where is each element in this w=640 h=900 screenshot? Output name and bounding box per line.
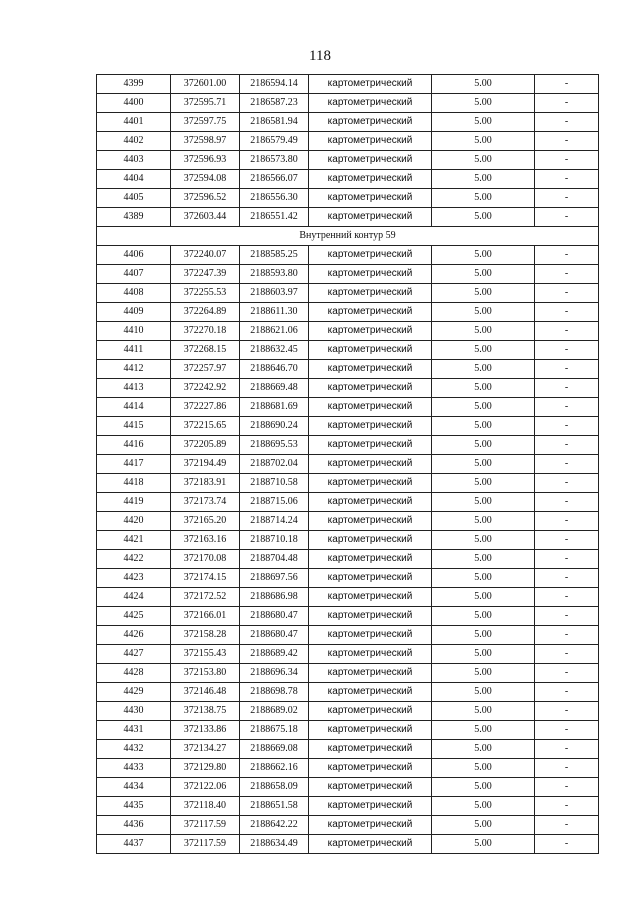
- x-coordinate-cell: 372596.52: [171, 189, 240, 208]
- x-coordinate-cell: 372165.20: [171, 512, 240, 531]
- page-number: 118: [309, 48, 331, 64]
- point-number-cell: 4407: [97, 265, 171, 284]
- point-number-cell: 4430: [97, 702, 171, 721]
- accuracy-cell: 5.00: [432, 246, 535, 265]
- method-cell: картометрический: [309, 398, 432, 417]
- point-number-cell: 4400: [97, 94, 171, 113]
- y-coordinate-cell: 2188689.02: [240, 702, 309, 721]
- note-cell: -: [535, 626, 599, 645]
- accuracy-cell: 5.00: [432, 588, 535, 607]
- accuracy-cell: 5.00: [432, 664, 535, 683]
- method-cell: картометрический: [309, 94, 432, 113]
- accuracy-cell: 5.00: [432, 550, 535, 569]
- note-cell: -: [535, 151, 599, 170]
- method-cell: картометрический: [309, 607, 432, 626]
- accuracy-cell: 5.00: [432, 341, 535, 360]
- method-cell: картометрический: [309, 113, 432, 132]
- note-cell: -: [535, 322, 599, 341]
- y-coordinate-cell: 2188710.58: [240, 474, 309, 493]
- x-coordinate-cell: 372122.06: [171, 778, 240, 797]
- x-coordinate-cell: 372133.86: [171, 721, 240, 740]
- note-cell: -: [535, 113, 599, 132]
- x-coordinate-cell: 372129.80: [171, 759, 240, 778]
- table-row: [97, 113, 599, 132]
- accuracy-cell: 5.00: [432, 132, 535, 151]
- note-cell: -: [535, 189, 599, 208]
- note-cell: -: [535, 664, 599, 683]
- point-number-cell: 4427: [97, 645, 171, 664]
- x-coordinate-cell: 372174.15: [171, 569, 240, 588]
- point-number-cell: 4431: [97, 721, 171, 740]
- note-cell: -: [535, 721, 599, 740]
- table-row: [97, 645, 599, 664]
- table-row: [97, 512, 599, 531]
- point-number-cell: 4424: [97, 588, 171, 607]
- table-row: [97, 474, 599, 493]
- x-coordinate-cell: 372194.49: [171, 455, 240, 474]
- accuracy-cell: 5.00: [432, 284, 535, 303]
- accuracy-cell: 5.00: [432, 816, 535, 835]
- point-number-cell: 4417: [97, 455, 171, 474]
- point-number-cell: 4420: [97, 512, 171, 531]
- accuracy-cell: 5.00: [432, 835, 535, 854]
- note-cell: -: [535, 759, 599, 778]
- x-coordinate-cell: 372170.08: [171, 550, 240, 569]
- x-coordinate-cell: 372134.27: [171, 740, 240, 759]
- point-number-cell: 4425: [97, 607, 171, 626]
- y-coordinate-cell: 2188662.16: [240, 759, 309, 778]
- method-cell: картометрический: [309, 170, 432, 189]
- y-coordinate-cell: 2188702.04: [240, 455, 309, 474]
- table-row: [97, 835, 599, 854]
- table-row: [97, 417, 599, 436]
- accuracy-cell: 5.00: [432, 759, 535, 778]
- table-row: [97, 170, 599, 189]
- point-number-cell: 4418: [97, 474, 171, 493]
- accuracy-cell: 5.00: [432, 189, 535, 208]
- point-number-cell: 4415: [97, 417, 171, 436]
- table-row: [97, 360, 599, 379]
- point-number-cell: 4434: [97, 778, 171, 797]
- method-cell: картометрический: [309, 531, 432, 550]
- y-coordinate-cell: 2188689.42: [240, 645, 309, 664]
- table-row: [97, 94, 599, 113]
- y-coordinate-cell: 2188690.24: [240, 417, 309, 436]
- x-coordinate-cell: 372247.39: [171, 265, 240, 284]
- x-coordinate-cell: 372215.65: [171, 417, 240, 436]
- y-coordinate-cell: 2188686.98: [240, 588, 309, 607]
- table-row: [97, 626, 599, 645]
- y-coordinate-cell: 2188681.69: [240, 398, 309, 417]
- y-coordinate-cell: 2188634.49: [240, 835, 309, 854]
- y-coordinate-cell: 2186566.07: [240, 170, 309, 189]
- accuracy-cell: 5.00: [432, 531, 535, 550]
- method-cell: картометрический: [309, 436, 432, 455]
- table-row: [97, 341, 599, 360]
- y-coordinate-cell: 2188669.48: [240, 379, 309, 398]
- method-cell: картометрический: [309, 132, 432, 151]
- table-row: [97, 151, 599, 170]
- accuracy-cell: 5.00: [432, 645, 535, 664]
- method-cell: картометрический: [309, 664, 432, 683]
- x-coordinate-cell: 372270.18: [171, 322, 240, 341]
- note-cell: -: [535, 265, 599, 284]
- method-cell: картометрический: [309, 645, 432, 664]
- point-number-cell: 4433: [97, 759, 171, 778]
- method-cell: картометрический: [309, 816, 432, 835]
- note-cell: -: [535, 816, 599, 835]
- point-number-cell: 4436: [97, 816, 171, 835]
- x-coordinate-cell: 372268.15: [171, 341, 240, 360]
- x-coordinate-cell: 372153.80: [171, 664, 240, 683]
- note-cell: -: [535, 341, 599, 360]
- point-number-cell: 4429: [97, 683, 171, 702]
- method-cell: картометрический: [309, 474, 432, 493]
- y-coordinate-cell: 2188642.22: [240, 816, 309, 835]
- note-cell: -: [535, 569, 599, 588]
- method-cell: картометрический: [309, 797, 432, 816]
- table-row: [97, 702, 599, 721]
- table-row: [97, 189, 599, 208]
- y-coordinate-cell: 2186556.30: [240, 189, 309, 208]
- table-row: [97, 569, 599, 588]
- accuracy-cell: 5.00: [432, 778, 535, 797]
- point-number-cell: 4402: [97, 132, 171, 151]
- x-coordinate-cell: 372227.86: [171, 398, 240, 417]
- y-coordinate-cell: 2188675.18: [240, 721, 309, 740]
- point-number-cell: 4408: [97, 284, 171, 303]
- y-coordinate-cell: 2188680.47: [240, 626, 309, 645]
- x-coordinate-cell: 372138.75: [171, 702, 240, 721]
- note-cell: -: [535, 417, 599, 436]
- accuracy-cell: 5.00: [432, 607, 535, 626]
- y-coordinate-cell: 2186551.42: [240, 208, 309, 227]
- table-row: [97, 265, 599, 284]
- note-cell: -: [535, 246, 599, 265]
- y-coordinate-cell: 2188715.06: [240, 493, 309, 512]
- point-number-cell: 4399: [97, 75, 171, 94]
- accuracy-cell: 5.00: [432, 455, 535, 474]
- accuracy-cell: 5.00: [432, 94, 535, 113]
- x-coordinate-cell: 372172.52: [171, 588, 240, 607]
- method-cell: картометрический: [309, 626, 432, 645]
- x-coordinate-cell: 372595.71: [171, 94, 240, 113]
- x-coordinate-cell: 372594.08: [171, 170, 240, 189]
- method-cell: картометрический: [309, 512, 432, 531]
- note-cell: -: [535, 702, 599, 721]
- x-coordinate-cell: 372173.74: [171, 493, 240, 512]
- table-row: [97, 322, 599, 341]
- note-cell: -: [535, 512, 599, 531]
- method-cell: картометрический: [309, 151, 432, 170]
- method-cell: картометрический: [309, 588, 432, 607]
- method-cell: картометрический: [309, 683, 432, 702]
- x-coordinate-cell: 372163.16: [171, 531, 240, 550]
- point-number-cell: 4412: [97, 360, 171, 379]
- note-cell: -: [535, 170, 599, 189]
- point-number-cell: 4426: [97, 626, 171, 645]
- method-cell: картометрический: [309, 284, 432, 303]
- note-cell: -: [535, 835, 599, 854]
- method-cell: картометрический: [309, 455, 432, 474]
- method-cell: картометрический: [309, 75, 432, 94]
- y-coordinate-cell: 2188658.09: [240, 778, 309, 797]
- table-row: [97, 75, 599, 94]
- table-row: [97, 664, 599, 683]
- table-row: [97, 816, 599, 835]
- accuracy-cell: 5.00: [432, 512, 535, 531]
- method-cell: картометрический: [309, 208, 432, 227]
- table-row: [97, 797, 599, 816]
- note-cell: -: [535, 607, 599, 626]
- point-number-cell: 4406: [97, 246, 171, 265]
- point-number-cell: 4435: [97, 797, 171, 816]
- table-row: [97, 531, 599, 550]
- table-row: [97, 398, 599, 417]
- x-coordinate-cell: 372264.89: [171, 303, 240, 322]
- x-coordinate-cell: 372183.91: [171, 474, 240, 493]
- point-number-cell: 4404: [97, 170, 171, 189]
- point-number-cell: 4419: [97, 493, 171, 512]
- point-number-cell: 4413: [97, 379, 171, 398]
- x-coordinate-cell: 372598.97: [171, 132, 240, 151]
- method-cell: картометрический: [309, 417, 432, 436]
- table-row: [97, 588, 599, 607]
- point-number-cell: 4423: [97, 569, 171, 588]
- accuracy-cell: 5.00: [432, 569, 535, 588]
- y-coordinate-cell: 2188710.18: [240, 531, 309, 550]
- table-row: [97, 436, 599, 455]
- method-cell: картометрический: [309, 493, 432, 512]
- accuracy-cell: 5.00: [432, 626, 535, 645]
- method-cell: картометрический: [309, 379, 432, 398]
- accuracy-cell: 5.00: [432, 683, 535, 702]
- x-coordinate-cell: 372117.59: [171, 816, 240, 835]
- accuracy-cell: 5.00: [432, 379, 535, 398]
- method-cell: картометрический: [309, 341, 432, 360]
- x-coordinate-cell: 372118.40: [171, 797, 240, 816]
- accuracy-cell: 5.00: [432, 417, 535, 436]
- y-coordinate-cell: 2188697.56: [240, 569, 309, 588]
- y-coordinate-cell: 2186594.14: [240, 75, 309, 94]
- note-cell: -: [535, 778, 599, 797]
- method-cell: картометрический: [309, 569, 432, 588]
- point-number-cell: 4422: [97, 550, 171, 569]
- accuracy-cell: 5.00: [432, 360, 535, 379]
- table-row: [97, 132, 599, 151]
- point-number-cell: 4432: [97, 740, 171, 759]
- method-cell: картометрический: [309, 322, 432, 341]
- y-coordinate-cell: 2188611.30: [240, 303, 309, 322]
- x-coordinate-cell: 372146.48: [171, 683, 240, 702]
- point-number-cell: 4414: [97, 398, 171, 417]
- table-row: [97, 284, 599, 303]
- note-cell: -: [535, 531, 599, 550]
- table-row: [97, 455, 599, 474]
- y-coordinate-cell: 2188585.25: [240, 246, 309, 265]
- method-cell: картометрический: [309, 303, 432, 322]
- x-coordinate-cell: 372155.43: [171, 645, 240, 664]
- y-coordinate-cell: 2188603.97: [240, 284, 309, 303]
- note-cell: -: [535, 550, 599, 569]
- table-row: [97, 683, 599, 702]
- note-cell: -: [535, 588, 599, 607]
- x-coordinate-cell: 372603.44: [171, 208, 240, 227]
- accuracy-cell: 5.00: [432, 398, 535, 417]
- point-number-cell: 4409: [97, 303, 171, 322]
- method-cell: картометрический: [309, 702, 432, 721]
- accuracy-cell: 5.00: [432, 740, 535, 759]
- accuracy-cell: 5.00: [432, 151, 535, 170]
- note-cell: -: [535, 132, 599, 151]
- method-cell: картометрический: [309, 740, 432, 759]
- table-row: [97, 550, 599, 569]
- accuracy-cell: 5.00: [432, 113, 535, 132]
- accuracy-cell: 5.00: [432, 474, 535, 493]
- table-row: [97, 721, 599, 740]
- x-coordinate-cell: 372158.28: [171, 626, 240, 645]
- table-row: [97, 246, 599, 265]
- x-coordinate-cell: 372242.92: [171, 379, 240, 398]
- accuracy-cell: 5.00: [432, 702, 535, 721]
- accuracy-cell: 5.00: [432, 208, 535, 227]
- point-number-cell: 4411: [97, 341, 171, 360]
- y-coordinate-cell: 2188704.48: [240, 550, 309, 569]
- y-coordinate-cell: 2188593.80: [240, 265, 309, 284]
- method-cell: картометрический: [309, 189, 432, 208]
- note-cell: -: [535, 379, 599, 398]
- table-row: [97, 208, 599, 227]
- x-coordinate-cell: 372596.93: [171, 151, 240, 170]
- method-cell: картометрический: [309, 550, 432, 569]
- point-number-cell: 4428: [97, 664, 171, 683]
- method-cell: картометрический: [309, 759, 432, 778]
- y-coordinate-cell: 2188669.08: [240, 740, 309, 759]
- y-coordinate-cell: 2188698.78: [240, 683, 309, 702]
- note-cell: -: [535, 474, 599, 493]
- x-coordinate-cell: 372255.53: [171, 284, 240, 303]
- note-cell: -: [535, 797, 599, 816]
- note-cell: -: [535, 436, 599, 455]
- x-coordinate-cell: 372597.75: [171, 113, 240, 132]
- method-cell: картометрический: [309, 778, 432, 797]
- note-cell: -: [535, 360, 599, 379]
- section-title: Внутренний контур 59: [97, 227, 599, 246]
- note-cell: -: [535, 740, 599, 759]
- table-row: [97, 759, 599, 778]
- y-coordinate-cell: 2186579.49: [240, 132, 309, 151]
- x-coordinate-cell: 372166.01: [171, 607, 240, 626]
- table-row: [97, 303, 599, 322]
- method-cell: картометрический: [309, 835, 432, 854]
- accuracy-cell: 5.00: [432, 303, 535, 322]
- y-coordinate-cell: 2188632.45: [240, 341, 309, 360]
- point-number-cell: 4437: [97, 835, 171, 854]
- method-cell: картометрический: [309, 721, 432, 740]
- y-coordinate-cell: 2188646.70: [240, 360, 309, 379]
- y-coordinate-cell: 2188621.06: [240, 322, 309, 341]
- accuracy-cell: 5.00: [432, 797, 535, 816]
- point-number-cell: 4405: [97, 189, 171, 208]
- accuracy-cell: 5.00: [432, 721, 535, 740]
- point-number-cell: 4389: [97, 208, 171, 227]
- accuracy-cell: 5.00: [432, 436, 535, 455]
- note-cell: -: [535, 208, 599, 227]
- x-coordinate-cell: 372205.89: [171, 436, 240, 455]
- point-number-cell: 4416: [97, 436, 171, 455]
- note-cell: -: [535, 75, 599, 94]
- note-cell: -: [535, 455, 599, 474]
- accuracy-cell: 5.00: [432, 493, 535, 512]
- accuracy-cell: 5.00: [432, 170, 535, 189]
- x-coordinate-cell: 372601.00: [171, 75, 240, 94]
- accuracy-cell: 5.00: [432, 322, 535, 341]
- table-row: [97, 740, 599, 759]
- note-cell: -: [535, 493, 599, 512]
- note-cell: -: [535, 683, 599, 702]
- method-cell: картометрический: [309, 265, 432, 284]
- y-coordinate-cell: 2186573.80: [240, 151, 309, 170]
- section-row: [97, 227, 599, 246]
- method-cell: картометрический: [309, 246, 432, 265]
- note-cell: -: [535, 398, 599, 417]
- point-number-cell: 4401: [97, 113, 171, 132]
- point-number-cell: 4421: [97, 531, 171, 550]
- x-coordinate-cell: 372117.59: [171, 835, 240, 854]
- table-row: [97, 493, 599, 512]
- point-number-cell: 4410: [97, 322, 171, 341]
- note-cell: -: [535, 94, 599, 113]
- y-coordinate-cell: 2186581.94: [240, 113, 309, 132]
- point-number-cell: 4403: [97, 151, 171, 170]
- accuracy-cell: 5.00: [432, 265, 535, 284]
- method-cell: картометрический: [309, 360, 432, 379]
- x-coordinate-cell: 372240.07: [171, 246, 240, 265]
- y-coordinate-cell: 2188714.24: [240, 512, 309, 531]
- y-coordinate-cell: 2188695.53: [240, 436, 309, 455]
- y-coordinate-cell: 2186587.23: [240, 94, 309, 113]
- note-cell: -: [535, 645, 599, 664]
- table-row: [97, 778, 599, 797]
- note-cell: -: [535, 303, 599, 322]
- table-row: [97, 607, 599, 626]
- table-row: [97, 379, 599, 398]
- y-coordinate-cell: 2188651.58: [240, 797, 309, 816]
- x-coordinate-cell: 372257.97: [171, 360, 240, 379]
- coordinates-table-body: [97, 75, 599, 854]
- y-coordinate-cell: 2188680.47: [240, 607, 309, 626]
- note-cell: -: [535, 284, 599, 303]
- coordinates-table: [96, 74, 599, 854]
- accuracy-cell: 5.00: [432, 75, 535, 94]
- y-coordinate-cell: 2188696.34: [240, 664, 309, 683]
